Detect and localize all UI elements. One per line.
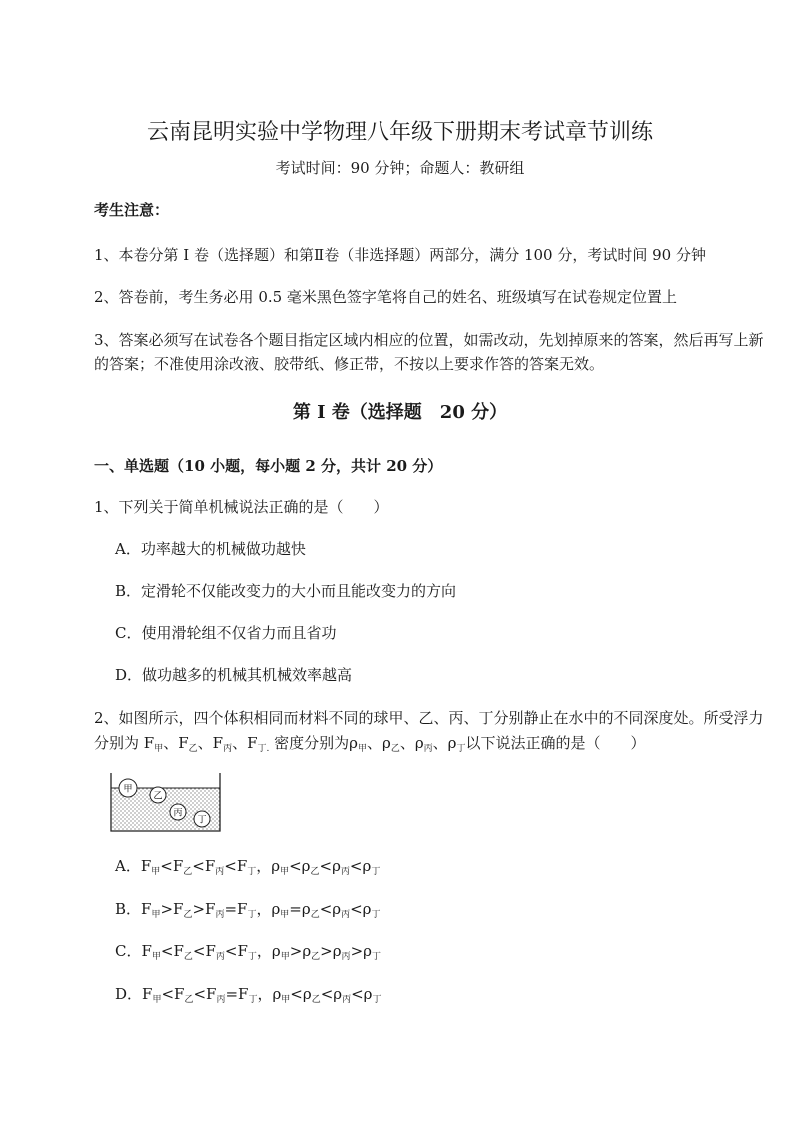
question-1-option-a: A．功率越大的机械做功越快 <box>115 540 306 558</box>
svg-text:丙: 丙 <box>173 808 183 819</box>
svg-text:甲: 甲 <box>123 784 133 795</box>
question-2-option-d: D．$F_甲<F_乙<F_丙=F_丁$，$\rho_甲<\rho_乙<\rho_丙<\rho_丁$ <box>115 985 382 1005</box>
question-1-option-d: D．做功越多的机械其机械效率越高 <box>115 666 353 684</box>
question-2-option-a: A．$F_甲<F_乙<F_丙<F_丁$，$\rho_甲<\rho_乙<\rho_丙<\rho_丁$ <box>115 857 381 877</box>
svg-text:乙: 乙 <box>153 791 163 802</box>
exam-info: 考试时间：90 分钟；命题人：教研组 <box>275 159 525 177</box>
svg-text:丁: 丁 <box>197 815 207 826</box>
notice-item-2: 2、答卷前，考生务必用 0.5 毫米黑色签字笔将自己的姓名、班级填写在试卷规定位置上 <box>94 288 677 306</box>
page-title: 云南昆明实验中学物理八年级下册期末考试章节训练 <box>146 120 653 145</box>
question-2-stem-line2: 分别为 $F_甲$、$F_乙$、$F_丙$、$F_{丁.}$ 密度分别为$\rho_甲$、$\rho_乙$、$\rho_丙$、$\rho_丁$以下说法正确的是（ ） <box>94 734 646 754</box>
question-2-option-b: B．$F_甲>F_乙>F_丙=F_丁$，$\rho_甲=\rho_乙<\rho_丙<\rho_丁$ <box>115 900 381 920</box>
buoyancy-figure <box>110 772 221 832</box>
ball-yi <box>150 787 166 803</box>
ball-jia <box>119 779 137 797</box>
question-1-option-c: C．使用滑轮组不仅省力而且省功 <box>115 624 337 642</box>
section-title: 第 I 卷（选择题 20 分） <box>292 402 508 423</box>
notice-item-3-cont: 的答案；不准使用涂改液、胶带纸、修正带，不按以上要求作答的答案无效。 <box>94 355 605 373</box>
question-1-option-b: B．定滑轮不仅能改变力的大小而且能改变力的方向 <box>115 582 457 600</box>
question-2-stem-line1: 2、如图所示，四个体积相同而材料不同的球甲、乙、丙、丁分别静止在水中的不同深度处。所受浮力 <box>94 709 764 727</box>
ball-bing <box>170 804 186 820</box>
ball-ding <box>194 811 210 827</box>
notice-item-3: 3、答案必须写在试卷各个题目指定区域内相应的位置，如需改动，先划掉原来的答案，然后再写上新 <box>94 331 764 349</box>
part-heading: 一、单选题（10 小题，每小题 2 分，共计 20 分） <box>94 457 443 475</box>
question-1-stem: 1、下列关于简单机械说法正确的是（ ） <box>94 498 389 516</box>
question-2-option-c: C．$F_甲<F_乙<F_丙<F_丁$，$\rho_甲>\rho_乙>\rho_丙>\rho_丁$ <box>115 942 381 962</box>
notice-item-1: 1、本卷分第 I 卷（选择题）和第Ⅱ卷（非选择题）两部分，满分 100 分，考试时间 90 分钟 <box>94 246 706 264</box>
notice-heading: 考生注意： <box>94 201 170 219</box>
